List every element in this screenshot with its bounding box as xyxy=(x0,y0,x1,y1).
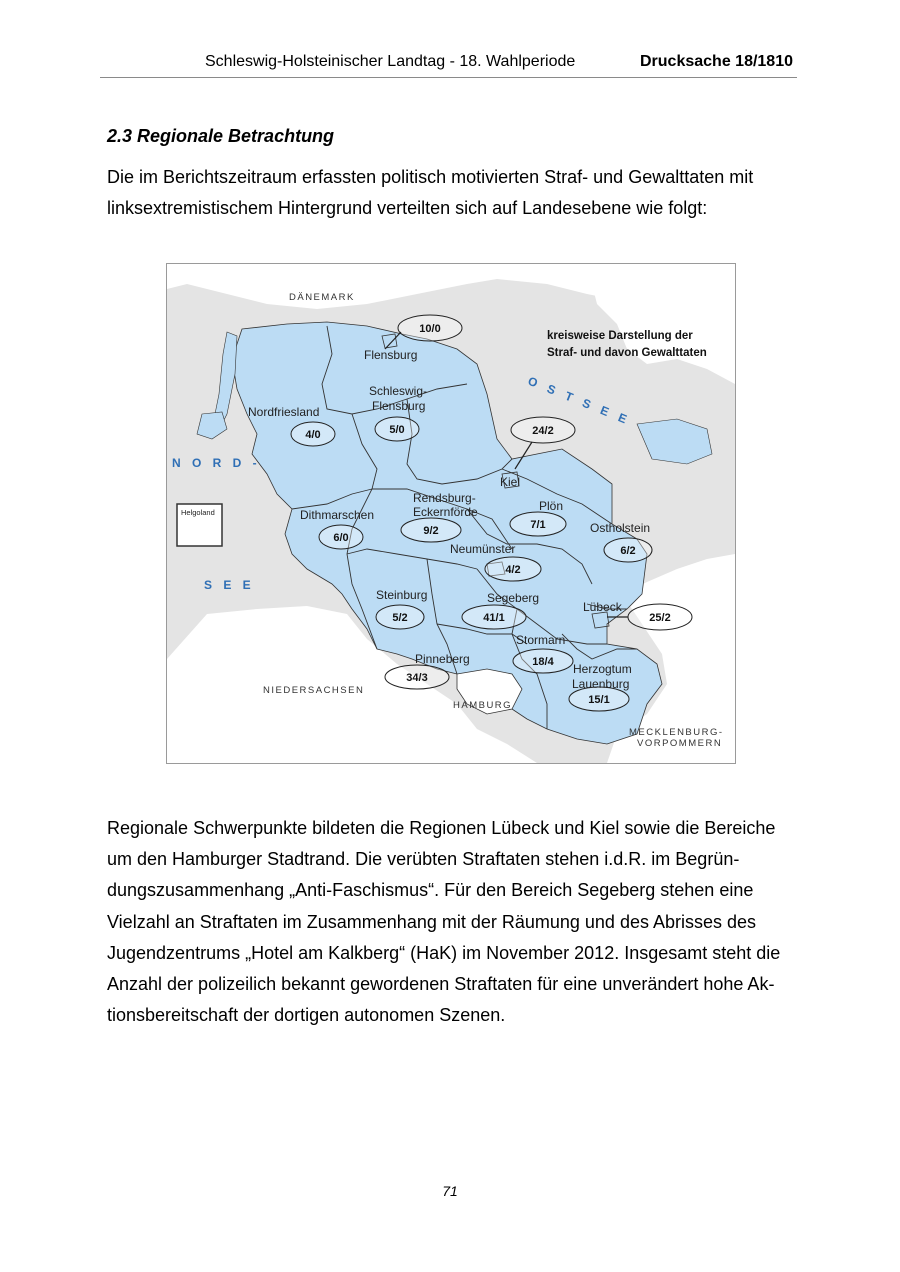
label-ostsee: O S T S E E xyxy=(525,373,633,428)
island-foehr xyxy=(197,412,227,439)
district-name-schleswig-flensburg-2: Flensburg xyxy=(372,399,426,413)
count-rendsburg: 9/2 xyxy=(423,525,439,537)
count-steinburg: 5/2 xyxy=(392,612,408,624)
body-paragraph: Regionale Schwerpunkte bildeten die Regionen Lübeck und Kiel sowie die Bereiche um den Hamburger Stadtrand. Die verübten Straftaten stehen i.d.R. im Begrün-dungszusammenhang „Anti-Faschismus“. Für den Bereich Segeberg stehen eine Vielzahl an Straftaten im Zusammenhang mit der Räumung und des Abrisses des Jugendzentrums „Hotel am Kalkberg“ (HaK) im November 2012. Insgesamt steht die Anzahl der polizeilich bekannt gewordenen Straftaten für eine unverändert hohe Ak-tionsbereitschaft der dortigen autonomen Szenen. xyxy=(107,818,781,1026)
page-number: 71 xyxy=(442,1183,458,1199)
district-name-luebeck: Lübeck xyxy=(583,600,622,614)
label-nordsee-1: N O R D - xyxy=(172,456,261,470)
district-name-schleswig-flensburg-1: Schleswig- xyxy=(369,384,428,398)
legend-line-2: Straf- und davon Gewalttaten xyxy=(547,347,707,359)
count-nordfriesland: 4/0 xyxy=(305,429,321,441)
legend-line-1: kreisweise Darstellung der xyxy=(547,330,693,342)
count-luebeck: 25/2 xyxy=(649,612,671,624)
district-name-flensburg: Flensburg xyxy=(364,348,418,362)
label-nordsee-2: S E E xyxy=(204,578,255,592)
district-name-pinneberg: Pinneberg xyxy=(415,652,470,666)
district-name-kiel: Kiel xyxy=(500,475,521,489)
count-schleswig-flensburg: 5/0 xyxy=(389,424,405,436)
district-name-neumuenster: Neumünster xyxy=(450,542,516,556)
section-heading: 2.3 Regionale Betrachtung xyxy=(107,126,335,146)
count-kiel: 24/2 xyxy=(532,425,554,437)
count-ostholstein: 6/2 xyxy=(620,545,636,557)
header-divider xyxy=(100,77,797,78)
district-name-dithmarschen: Dithmarschen xyxy=(300,508,375,522)
count-ploen: 7/1 xyxy=(530,519,546,531)
count-lauenburg: 15/1 xyxy=(588,694,610,706)
district-name-ploen: Plön xyxy=(539,499,564,513)
label-mecklenburg-1: MECKLENBURG- xyxy=(629,727,724,738)
label-hamburg: HAMBURG xyxy=(453,700,513,711)
helgoland-label: Helgoland xyxy=(181,508,215,517)
island-fehmarn xyxy=(637,419,712,464)
count-pinneberg: 34/3 xyxy=(406,672,428,684)
count-neumuenster: 4/2 xyxy=(505,564,521,576)
district-name-lauenburg-2: Lauenburg xyxy=(572,677,630,691)
district-map xyxy=(166,263,736,764)
district-name-rendsburg-1: Rendsburg- xyxy=(413,491,476,505)
count-stormarn: 18/4 xyxy=(532,656,554,668)
district-name-segeberg: Segeberg xyxy=(487,591,540,605)
district-name-lauenburg-1: Herzogtum xyxy=(573,662,632,676)
label-niedersachsen: NIEDERSACHSEN xyxy=(263,685,365,696)
map-svg xyxy=(167,264,735,763)
label-denmark: DÄNEMARK xyxy=(289,292,355,303)
count-dithmarschen: 6/0 xyxy=(333,532,349,544)
district-name-steinburg: Steinburg xyxy=(376,588,428,602)
header-title: Schleswig-Holsteinischer Landtag - 18. Wahlperiode xyxy=(205,53,576,70)
label-mecklenburg-2: VORPOMMERN xyxy=(637,738,723,749)
intro-paragraph: Die im Berichtszeitraum erfassten politisch motivierten Straf- und Gewalttaten mit linksextremistischem Hintergrund verteilten sich auf Landesebene wie folgt: xyxy=(107,167,754,218)
district-name-ostholstein: Ostholstein xyxy=(590,521,651,535)
district-name-rendsburg-2: Eckernförde xyxy=(413,505,478,519)
count-flensburg: 10/0 xyxy=(419,323,441,335)
district-name-nordfriesland: Nordfriesland xyxy=(248,405,320,419)
east-denmark-land xyxy=(587,264,735,384)
document-number: Drucksache 18/1810 xyxy=(640,53,793,70)
count-segeberg: 41/1 xyxy=(483,612,505,624)
district-name-stormarn: Stormarn xyxy=(516,633,566,647)
